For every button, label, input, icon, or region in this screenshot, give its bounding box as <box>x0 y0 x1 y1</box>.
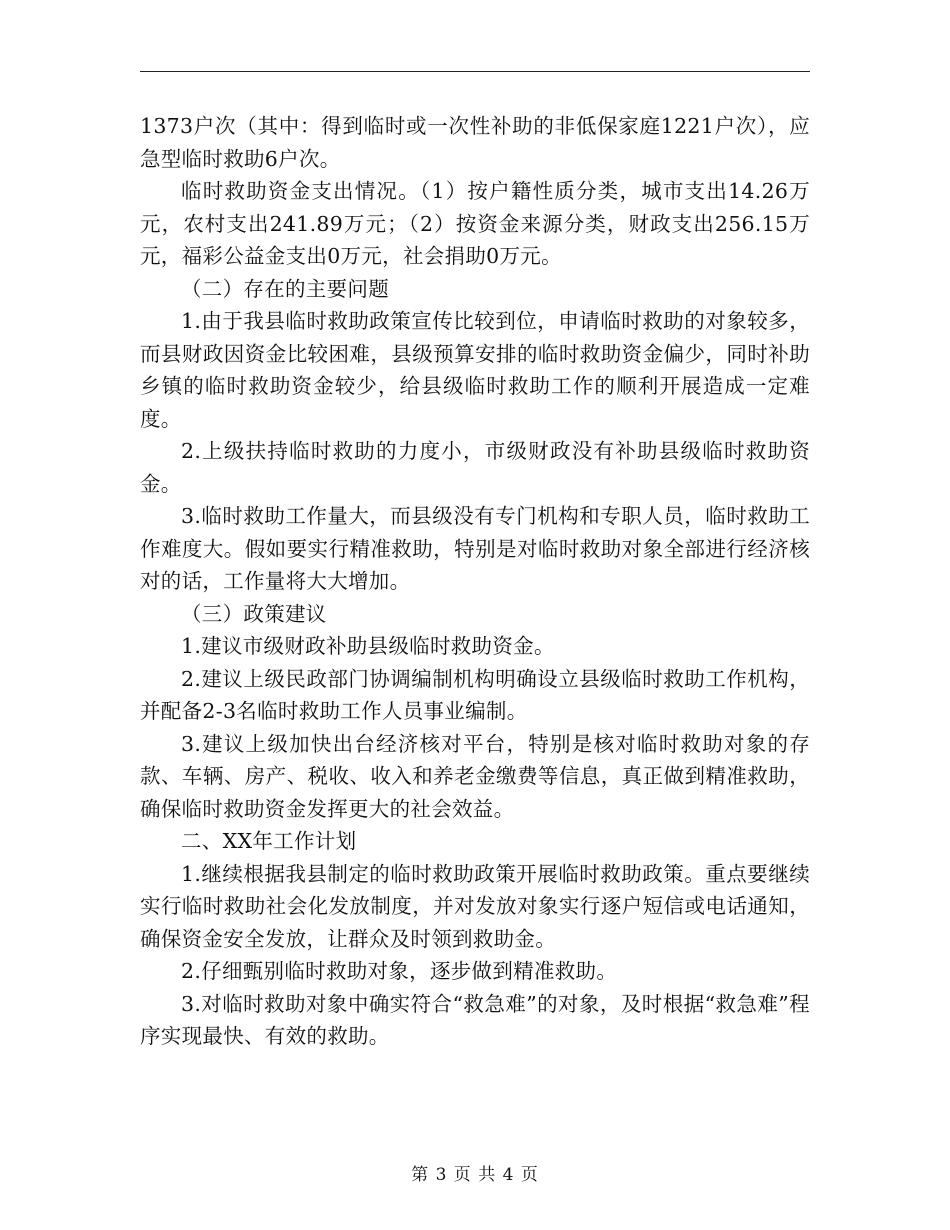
suggestion-item-3: 3.建议上级加快出台经济核对平台，特别是核对临时救助对象的存款、车辆、房产、税收、收入和养老金缴费等信息，真正做到精准救助，确保临时救助资金发挥更大的社会效益。 <box>140 731 810 821</box>
header-rule <box>140 71 810 72</box>
plan-item-3: 3.对临时救助对象中确实符合“救急难”的对象，及时根据“救急难”程序实现最快、有效的救助。 <box>140 991 810 1048</box>
suggestion-item-2: 2.建议上级民政部门协调编制机构明确设立县级临时救助工作机构，并配备2-3名临时救助工作人员事业编制。 <box>140 666 810 723</box>
plan-item-2: 2.仔细甄别临时救助对象，逐步做到精准救助。 <box>181 959 618 983</box>
problem-item-3: 3.临时救助工作量大，而县级没有专门机构和专职人员，临时救助工作难度大。假如要实行精准救助，特别是对临时救助对象全部进行经济核对的话，工作量将大大增加。 <box>140 504 810 593</box>
paragraph-fund-expenditure: 临时救助资金支出情况。（1）按户籍性质分类，城市支出14.26万元，农村支出241.89万元；（2）按资金来源分类，财政支出256.15万元，福彩公益金支出0万元，社会捐助0万元。 <box>140 179 810 268</box>
suggestion-item-1: 1.建议市级财政补助县级临时救助资金。 <box>181 634 555 658</box>
section-heading-suggestions: （三）政策建议 <box>181 601 327 626</box>
document-body <box>140 110 810 1053</box>
page-number: 第 3 页 共 4 页 <box>411 1165 539 1185</box>
problem-item-1: 1.由于我县临时救助政策宣传比较到位，申请临时救助的对象较多，而县财政因资金比较困难，县级预算安排的临时救助资金偏少，同时补助乡镇的临时救助资金较少，给县级临时救助工作的顺利开展造成一定难度。 <box>140 309 810 431</box>
section-heading-work-plan: 二、XX年工作计划 <box>181 829 357 853</box>
plan-item-1: 1.继续根据我县制定的临时救助政策开展临时救助政策。重点要继续实行临时救助社会化发放制度，并对发放对象实行逐户短信或电话通知，确保资金安全发放，让群众及时领到救助金。 <box>140 861 810 951</box>
paragraph-continuation: 1373户次（其中：得到临时或一次性补助的非低保家庭1221户次），应急型临时救助6户次。 <box>140 114 810 171</box>
problem-item-2: 2.上级扶持临时救助的力度小，市级财政没有补助县级临时救助资金。 <box>140 439 810 496</box>
section-heading-problems: （二）存在的主要问题 <box>181 276 389 301</box>
